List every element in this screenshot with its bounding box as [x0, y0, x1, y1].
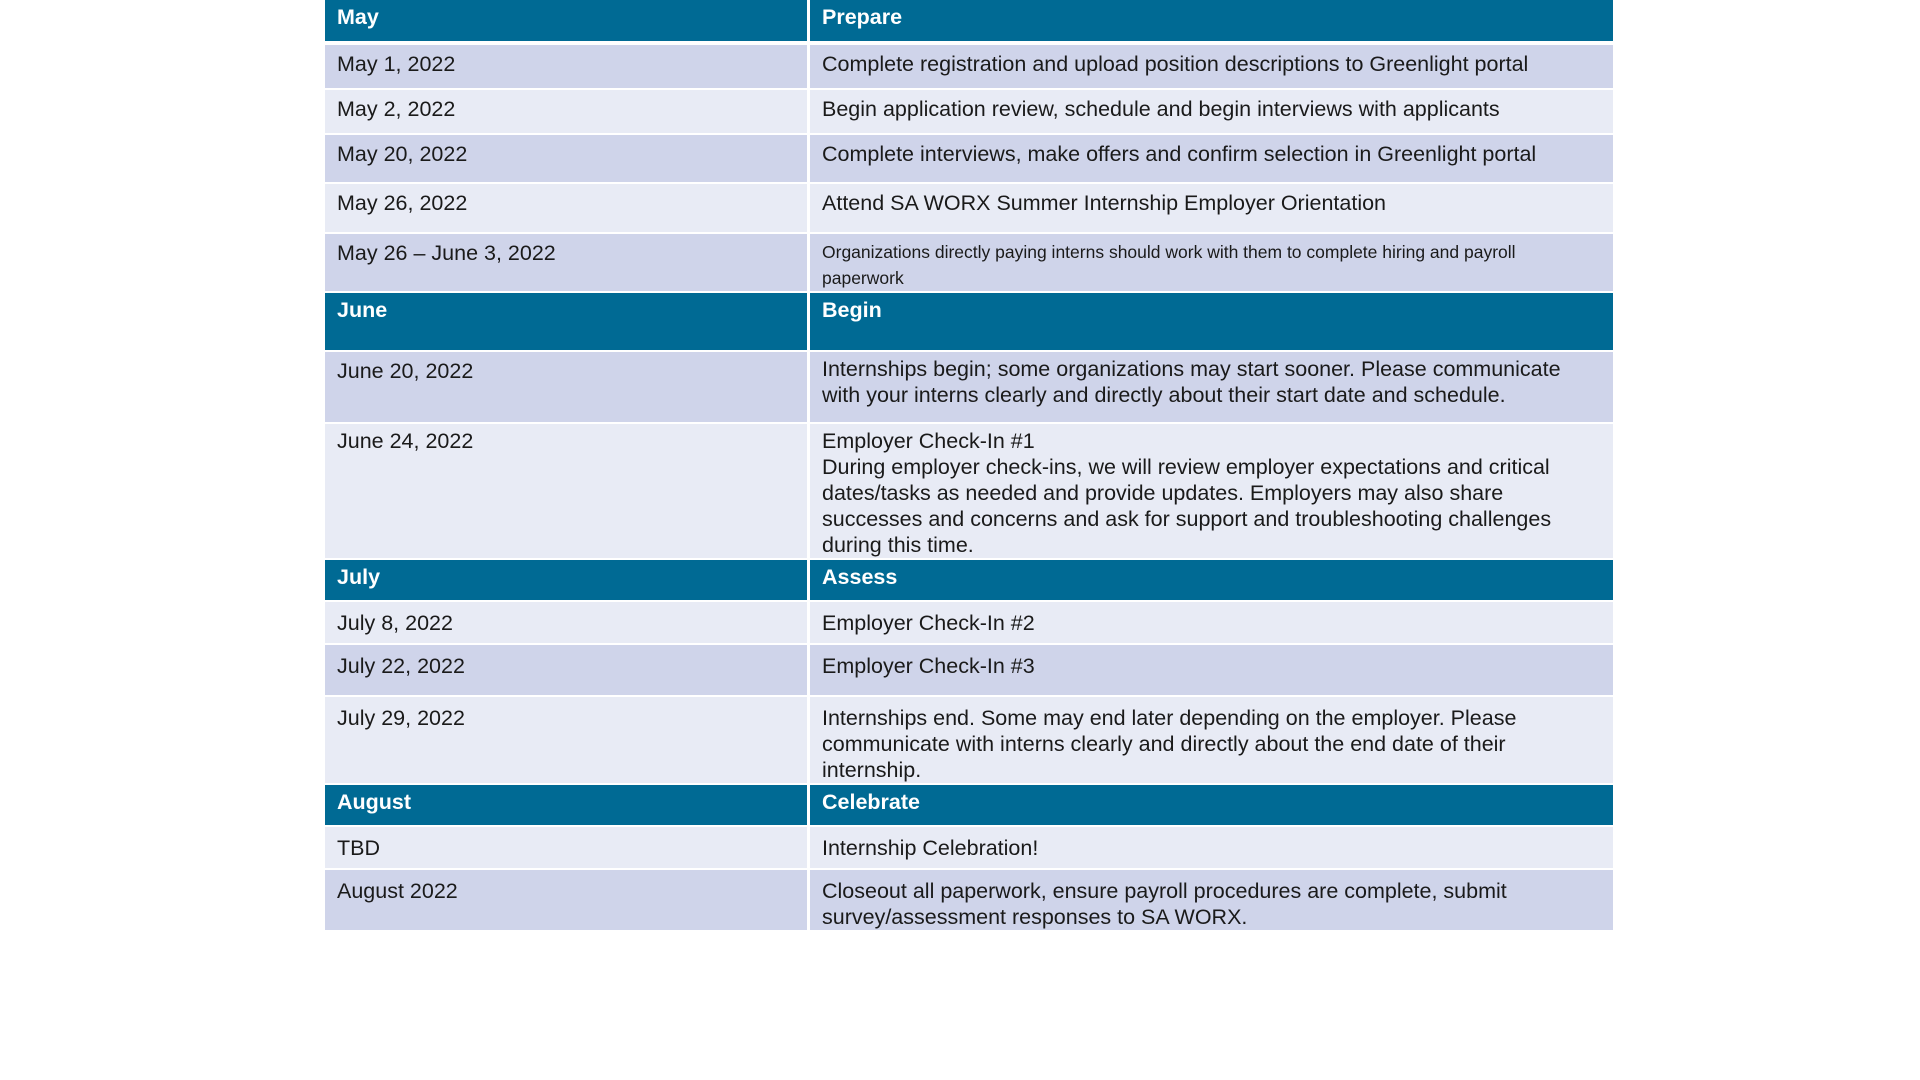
row-description: Internship Celebration!: [810, 827, 1613, 870]
row-date: May 26, 2022: [325, 184, 810, 234]
row-date: June 24, 2022: [325, 424, 810, 560]
month-label: June: [325, 293, 810, 352]
table-row: [325, 827, 1613, 870]
month-label: August: [325, 785, 810, 827]
row-description: Organizations directly paying interns should work with them to complete hiring and payroll paperwork: [810, 234, 1613, 293]
row-description: [810, 424, 1613, 560]
row-date: July 8, 2022: [325, 602, 810, 645]
table-row: [325, 602, 1613, 645]
table-row: [325, 697, 1613, 785]
row-date: July 29, 2022: [325, 697, 810, 785]
table-row: [325, 90, 1613, 135]
table-row: [325, 234, 1613, 293]
phase-label: Assess: [810, 560, 1613, 602]
month-label: May: [325, 0, 810, 45]
table-row: [325, 352, 1613, 424]
row-date: May 26 – June 3, 2022: [325, 234, 810, 293]
section-header-august: [325, 785, 1613, 827]
row-description: Begin application review, schedule and begin interviews with applicants: [810, 90, 1613, 135]
row-description: Complete interviews, make offers and confirm selection in Greenlight portal: [810, 135, 1613, 184]
phase-label: Prepare: [810, 0, 1613, 45]
row-description: Employer Check-In #2: [810, 602, 1613, 645]
table-row: [325, 45, 1613, 90]
row-description: Employer Check-In #3: [810, 645, 1613, 697]
row-date: May 2, 2022: [325, 90, 810, 135]
internship-timeline-table: [325, 0, 1613, 932]
section-header-june: [325, 293, 1613, 352]
table-row: [325, 135, 1613, 184]
row-description: Internships begin; some organizations may start sooner. Please communicate with your interns clearly and directly about their start date and schedule.: [810, 352, 1613, 424]
row-date: May 20, 2022: [325, 135, 810, 184]
row-title: Employer Check-In #1: [822, 429, 1035, 453]
phase-label: Begin: [810, 293, 1613, 352]
row-date: May 1, 2022: [325, 45, 810, 90]
row-description: Closeout all paperwork, ensure payroll procedures are complete, submit survey/assessment responses to SA WORX.: [810, 870, 1613, 932]
section-header-july: [325, 560, 1613, 602]
section-header-may: [325, 0, 1613, 45]
table-row: [325, 184, 1613, 234]
row-detail: During employer check-ins, we will review employer expectations and critical dates/tasks as needed and provide updates. Employers may also share successes and concerns and ask for support and troubleshooting challenges during this time.: [822, 455, 1552, 557]
row-date: July 22, 2022: [325, 645, 810, 697]
row-description: Complete registration and upload position descriptions to Greenlight portal: [810, 45, 1613, 90]
row-date: TBD: [325, 827, 810, 870]
table-row: [325, 424, 1613, 560]
row-date: August 2022: [325, 870, 810, 932]
table-row: [325, 645, 1613, 697]
phase-label: Celebrate: [810, 785, 1613, 827]
table-row: [325, 870, 1613, 932]
row-description: Attend SA WORX Summer Internship Employer Orientation: [810, 184, 1613, 234]
row-date: June 20, 2022: [325, 352, 810, 424]
row-description: Internships end. Some may end later depending on the employer. Please communicate with interns clearly and directly about the end date of their internship.: [810, 697, 1613, 785]
month-label: July: [325, 560, 810, 602]
